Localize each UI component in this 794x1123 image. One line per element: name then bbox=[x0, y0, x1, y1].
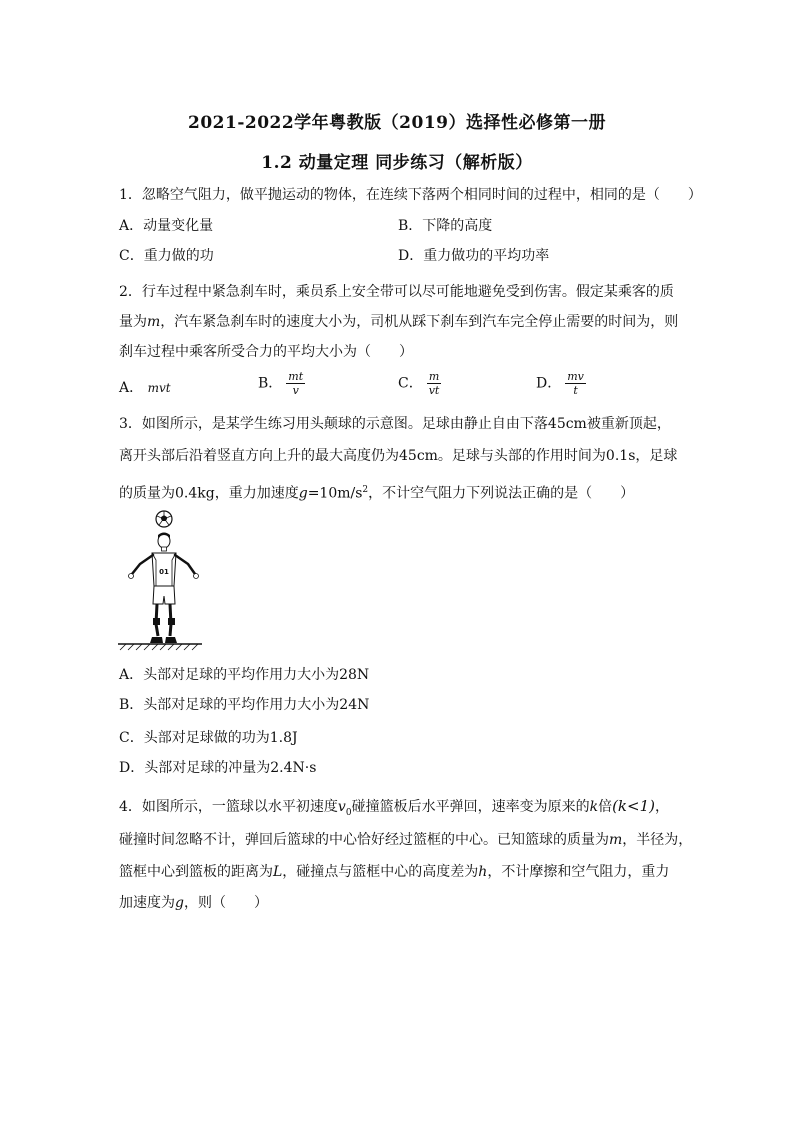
document-title: 2021-2022学年粤教版（2019）选择性必修第一册 bbox=[188, 113, 606, 133]
q2-option-d: D． $\frac{mv}{t}$ bbox=[536, 370, 584, 397]
soccer-ball-icon bbox=[156, 511, 172, 527]
q3-option-a: A．头部对足球的平均作用力大小为28N bbox=[119, 667, 370, 683]
q2-line2: 量为m，汽车紧急刹车时的速度大小为，司机从踩下刹车到汽车完全停止需要的时间为，则 bbox=[119, 314, 679, 330]
q1-stem: 1．忽略空气阻力，做平抛运动的物体，在连续下落两个相同时间的过程中，相同的是（ ） bbox=[119, 187, 702, 203]
q1-option-a: A．动量变化量 bbox=[119, 218, 214, 234]
q2-option-a: A． mvt bbox=[119, 380, 171, 396]
q4-line3: 篮框中心到篮板的距离为L，碰撞点与篮框中心的高度差为h，不计摩擦和空气阻力，重力 bbox=[119, 864, 670, 880]
q2-line1: 2．行车过程中紧急刹车时，乘员系上安全带可以尽可能地避免受到伤害。假定某乘客的质 bbox=[119, 284, 674, 300]
q2-option-b: B． $\frac{mt}{v}$ bbox=[258, 370, 304, 397]
heading-ball-figure bbox=[118, 508, 202, 653]
q4-line4: 加速度为g，则（ ） bbox=[119, 895, 268, 911]
svg-text:01: 01 bbox=[159, 568, 169, 576]
q2-option-d-fraction: $\frac{mv}{t}$ bbox=[567, 370, 584, 397]
q3-line3: 的质量为0.4kg，重力加速度$g=10m/s^2$，不计空气阻力下列说法正确的是（ ） bbox=[119, 485, 635, 502]
q2-option-c-fraction: $\frac{m}{vt}$ bbox=[428, 370, 440, 397]
q4-line1: 4．如图所示，一篮球以水平初速度$v_0$碰撞篮板后水平弹回，速率变为原来的k倍(k<1)， bbox=[119, 797, 669, 818]
q4-line2: 碰撞时间忽略不计，弹回后篮球的中心恰好经过篮框的中心。已知篮球的质量为m，半径为， bbox=[119, 832, 693, 848]
q3-option-b: B．头部对足球的平均作用力大小为24N bbox=[119, 697, 370, 713]
q2-option-c: C． $\frac{m}{vt}$ bbox=[398, 370, 440, 397]
document-subtitle: 1.2 动量定理 同步练习（解析版） bbox=[261, 153, 533, 173]
q3-option-d: D．头部对足球的冲量为2.4N·s bbox=[119, 760, 317, 776]
ground-hatch-icon bbox=[118, 644, 202, 650]
q3-option-c: C．头部对足球做的功为1.8J bbox=[119, 730, 298, 746]
student-figure-icon bbox=[129, 533, 199, 644]
q2-line3: 刹车过程中乘客所受合力的平均大小为（ ） bbox=[119, 344, 413, 360]
q2-option-b-fraction: $\frac{mt}{v}$ bbox=[288, 370, 304, 397]
q1-option-c: C．重力做的功 bbox=[119, 248, 214, 264]
q3-line1: 3．如图所示，是某学生练习用头颠球的示意图。足球由静止自由下落45cm被重新顶起， bbox=[119, 416, 671, 432]
q1-option-d: D．重力做功的平均功率 bbox=[398, 248, 550, 264]
q3-line2: 离开头部后沿着竖直方向上升的最大高度仍为45cm。足球与头部的作用时间为0.1s，足球 bbox=[119, 448, 678, 464]
q1-option-b: B．下降的高度 bbox=[398, 218, 493, 234]
